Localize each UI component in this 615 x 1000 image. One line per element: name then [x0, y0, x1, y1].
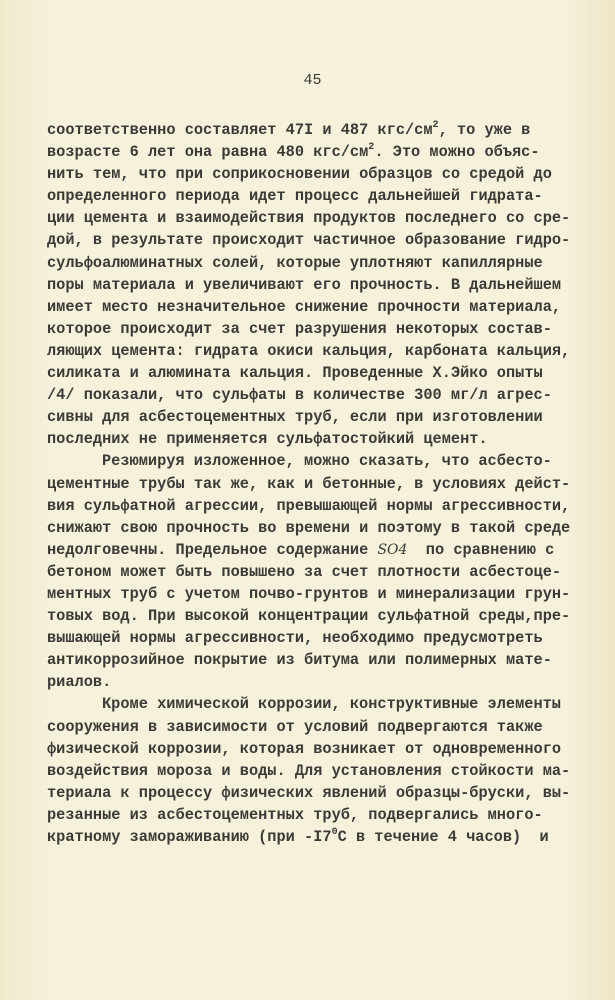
line-text: , то уже в — [438, 121, 531, 139]
line-text: возрасте 6 лет она равна 480 кгс/см — [47, 143, 369, 162]
line-text: . Это можно объяс- — [374, 143, 540, 162]
text-line — [47, 119, 587, 141]
line-text: определенного периода идет процесс дальнейшей гидрата- — [47, 187, 543, 206]
text-line — [47, 716, 587, 738]
text-line — [47, 207, 587, 229]
line-text: Кроме химической коррозии, конструктивные элементы — [102, 695, 561, 714]
line-text: товых вод. При высокой концентрации сульфатной среды,пре- — [47, 607, 571, 626]
line-text: сооружения в зависимости от условий подвергаются также — [47, 717, 543, 736]
line-text: Резюмируя изложенное, можно сказать, что асбесто- — [102, 452, 552, 471]
line-text: поры материала и увеличивают его прочность. В дальнейшем — [47, 275, 562, 294]
text-line — [47, 826, 587, 848]
text-line — [47, 649, 587, 671]
text-line — [47, 627, 587, 649]
line-text: ментных труб с учетом почво-грунтов и минерализации грун- — [47, 584, 571, 603]
line-text: /4/ показали, что сульфаты в количестве 300 мг/л агрес- — [47, 386, 552, 405]
text-line — [47, 804, 587, 826]
text-line — [47, 340, 587, 362]
line-text: нить тем, что при соприкосновении образцов со средой до — [47, 165, 552, 184]
line-text: сульфоалюминатных солей, которые уплотняют капиллярные — [47, 253, 543, 272]
text-line — [47, 517, 587, 539]
line-text: кратному замораживанию (при -I7 — [47, 828, 332, 846]
line-text: ляющих цемента: гидрата окиси кальция, карбоната кальция, — [47, 341, 571, 360]
text-line — [47, 384, 587, 406]
superscript: 2 — [432, 120, 439, 131]
text-line — [47, 229, 587, 251]
line-text: вышающей нормы агрессивности, необходимо предусмотреть — [47, 629, 543, 648]
line-text: дой, в результате происходит частичное образование гидро- — [47, 231, 571, 250]
text-line — [47, 362, 587, 384]
text-line — [47, 252, 587, 274]
page-number: 45 — [303, 72, 322, 89]
text-line — [47, 406, 587, 428]
line-text: вия сульфатной агрессии, превышающей нормы агрессивности, — [47, 496, 571, 515]
text-line — [47, 318, 587, 340]
line-text: снижают свою прочность во времени и поэтому в такой среде — [47, 518, 571, 537]
text-line — [47, 671, 587, 693]
line-text: последних не применяется сульфатостойкий цемент. — [47, 430, 488, 449]
line-text: соответственно составляет 47I и 487 кгс/см — [47, 121, 433, 139]
line-text: имеет место незначительное снижение прочности материала, — [47, 297, 562, 316]
line-text: по сравнению с — [407, 540, 555, 559]
text-line — [47, 583, 587, 605]
line-text: антикоррозийное покрытие из битума или полимерных мате- — [47, 651, 552, 670]
text-line — [47, 185, 587, 207]
superscript: 0 — [331, 827, 338, 838]
text-line — [47, 605, 587, 627]
line-text: сивны для асбестоцементных труб, если при изготовлении — [47, 408, 543, 427]
text-line — [47, 163, 587, 185]
line-text: недолговечны. Предельное содержание — [47, 540, 378, 559]
text-line — [47, 760, 587, 782]
line-text: C в течение 4 часов) и — [337, 828, 549, 846]
superscript: 2 — [368, 142, 375, 154]
formula-text: SO4 — [377, 541, 408, 558]
text-line — [47, 561, 587, 583]
line-text: резанные из асбестоцементных труб, подвергались много- — [47, 805, 543, 824]
line-text: цементные трубы так же, как и бетонные, в условиях дейст- — [47, 474, 571, 493]
line-text: бетоном может быть повышено за счет плотности асбестоце- — [47, 562, 562, 581]
text-line — [47, 693, 587, 715]
line-text: териала к процессу физических явлений образцы-бруски, вы- — [47, 783, 571, 802]
line-text: ции цемента и взаимодействия продуктов последнего со сре- — [47, 209, 571, 228]
text-line — [47, 473, 587, 495]
text-line — [47, 539, 587, 561]
text-line — [47, 495, 587, 517]
line-text: риалов. — [47, 673, 112, 692]
text-line — [47, 274, 587, 296]
text-line — [47, 296, 587, 318]
text-line — [47, 450, 587, 472]
text-line — [47, 428, 587, 450]
line-text: которое происходит за счет разрушения некоторых состав- — [47, 319, 552, 338]
text-line — [47, 782, 587, 804]
text-line — [47, 141, 587, 163]
line-text: силиката и алюмината кальция. Проведенные Х.Эйко опыты — [47, 364, 543, 383]
line-text: физической коррозии, которая возникает от одновременного — [47, 739, 562, 758]
line-text: воздействия мороза и воды. Для установления стойкости ма- — [47, 761, 571, 780]
text-line — [47, 738, 587, 760]
document-body — [47, 119, 587, 848]
